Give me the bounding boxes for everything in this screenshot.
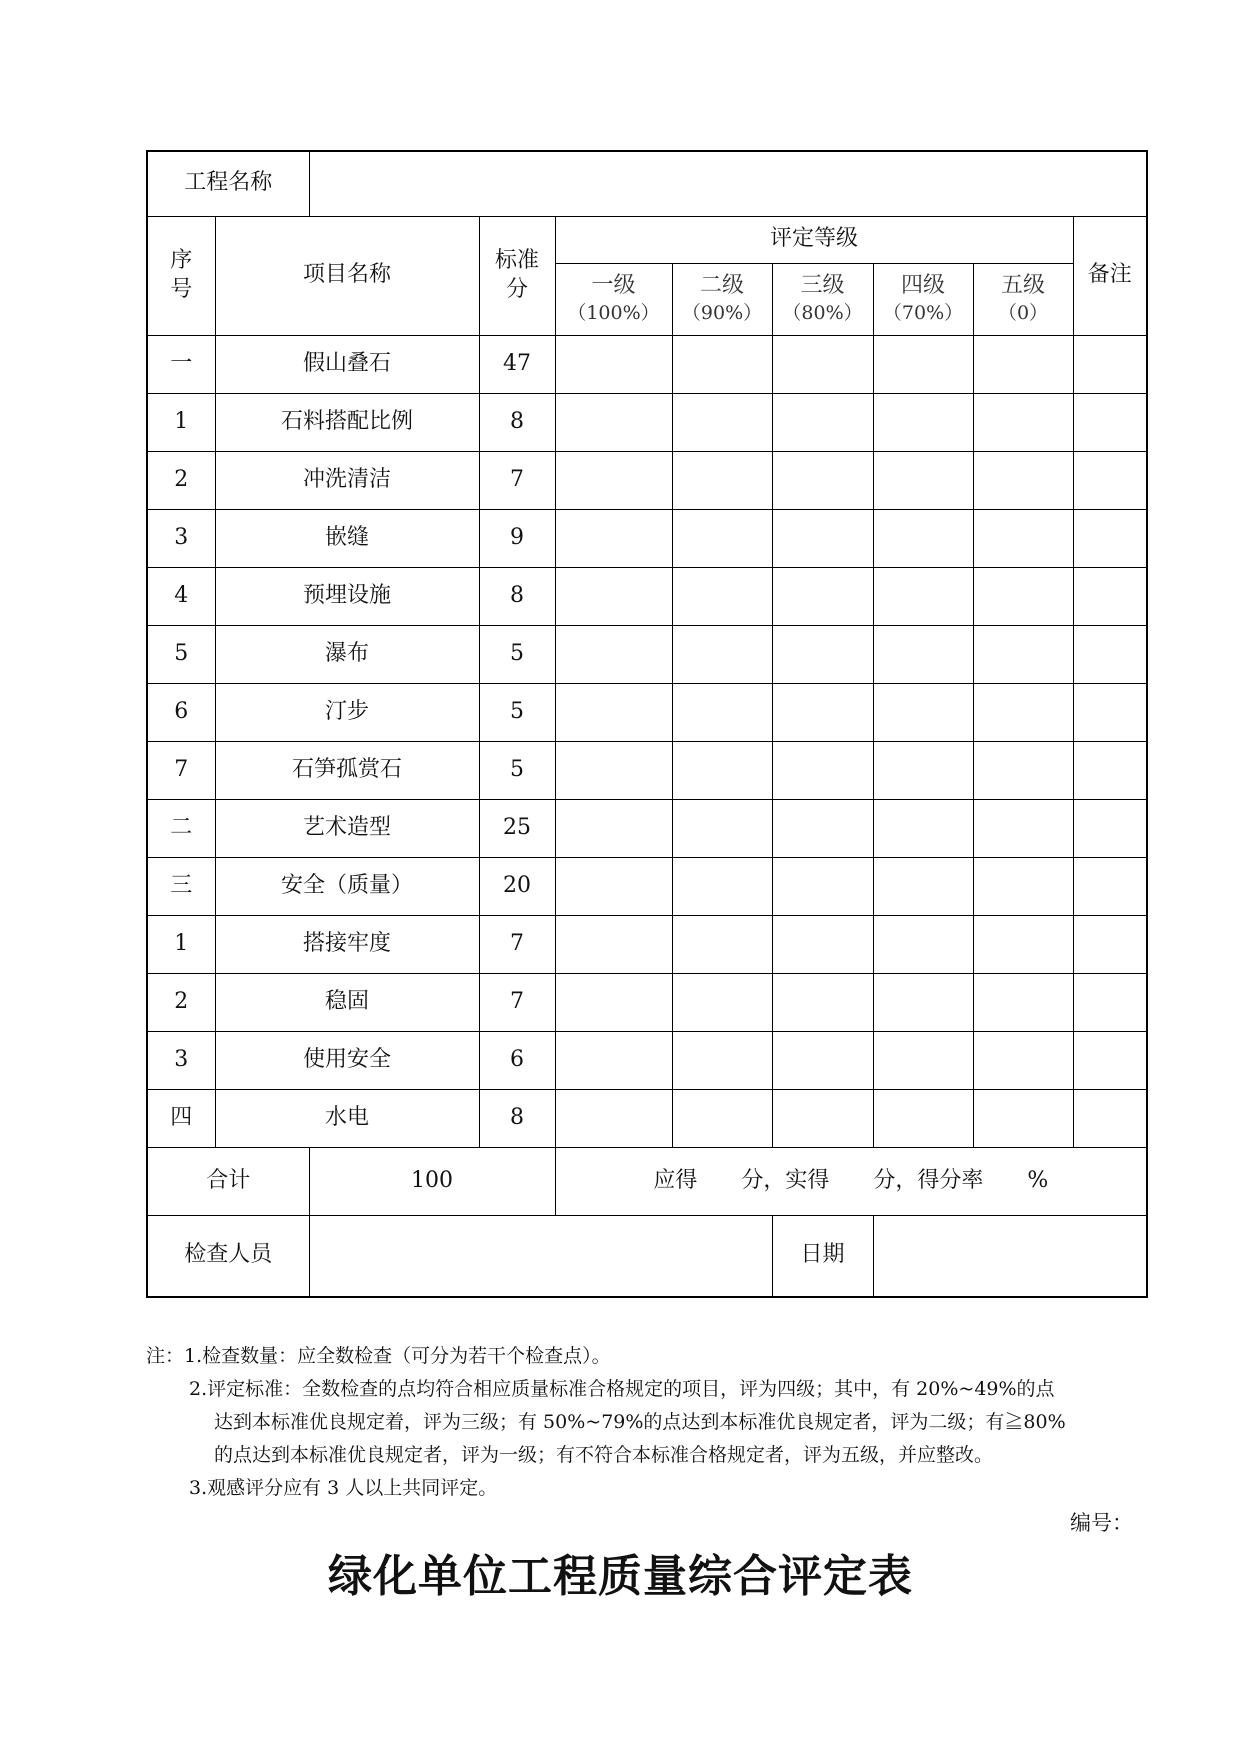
- row-remarks-cell[interactable]: [1073, 741, 1147, 799]
- table-row: [147, 1089, 1147, 1147]
- project-name-row: [147, 151, 1147, 216]
- row-remarks-cell[interactable]: [1073, 1089, 1147, 1147]
- row-item-name: 使用安全: [215, 1031, 479, 1089]
- row-item-name: 汀步: [215, 683, 479, 741]
- row-standard-score: 8: [479, 393, 555, 451]
- row-remarks-cell[interactable]: [1073, 683, 1147, 741]
- row-grade-2-cell[interactable]: [672, 857, 772, 915]
- row-seq: 一: [147, 335, 215, 393]
- row-grade-5-cell[interactable]: [973, 335, 1073, 393]
- row-standard-score: 5: [479, 741, 555, 799]
- row-grade-4-cell[interactable]: [873, 857, 973, 915]
- table-row: [147, 741, 1147, 799]
- table-row: [147, 509, 1147, 567]
- row-standard-score: 5: [479, 683, 555, 741]
- row-grade-1-cell[interactable]: [555, 1089, 672, 1147]
- header-grade-1: [555, 263, 672, 335]
- row-grade-3-cell[interactable]: [772, 1031, 873, 1089]
- row-grade-1-cell[interactable]: [555, 451, 672, 509]
- row-item-name: 嵌缝: [215, 509, 479, 567]
- row-item-name: 冲洗清洁: [215, 451, 479, 509]
- table-row: [147, 915, 1147, 973]
- header-grade-2: [672, 263, 772, 335]
- grade-percent: （0）: [997, 301, 1049, 324]
- row-grade-1-cell[interactable]: [555, 1031, 672, 1089]
- row-grade-1-cell[interactable]: [555, 335, 672, 393]
- row-grade-5-cell[interactable]: [973, 1089, 1073, 1147]
- row-grade-1-cell[interactable]: [555, 683, 672, 741]
- row-remarks-cell[interactable]: [1073, 625, 1147, 683]
- row-item-name: 稳固: [215, 973, 479, 1031]
- row-seq: 2: [147, 973, 215, 1031]
- row-grade-3-cell[interactable]: [772, 1089, 873, 1147]
- row-remarks-cell[interactable]: [1073, 857, 1147, 915]
- total-label: 合计: [147, 1147, 309, 1215]
- row-standard-score: 20: [479, 857, 555, 915]
- header-standard-score: 标准分: [479, 216, 555, 335]
- header-rating-level: 评定等级: [555, 216, 1073, 263]
- inspector-label: 检查人员: [147, 1215, 309, 1297]
- row-grade-2-cell[interactable]: [672, 915, 772, 973]
- row-grade-4-cell[interactable]: [873, 335, 973, 393]
- row-grade-2-cell[interactable]: [672, 973, 772, 1031]
- summary-text: 应得 分，实得 分，得分率 %: [555, 1147, 1147, 1215]
- row-grade-4-cell[interactable]: [873, 1089, 973, 1147]
- row-seq: 4: [147, 567, 215, 625]
- row-grade-2-cell[interactable]: [672, 567, 772, 625]
- table-row: [147, 973, 1147, 1031]
- row-grade-1-cell[interactable]: [555, 567, 672, 625]
- row-grade-2-cell[interactable]: [672, 625, 772, 683]
- row-grade-5-cell[interactable]: [973, 857, 1073, 915]
- row-grade-4-cell[interactable]: [873, 1031, 973, 1089]
- row-grade-2-cell[interactable]: [672, 1031, 772, 1089]
- serial-number-label: 编号：: [1070, 1511, 1133, 1535]
- grade-name: 四级: [901, 273, 946, 299]
- row-grade-5-cell[interactable]: [973, 509, 1073, 567]
- inspector-field[interactable]: [309, 1215, 772, 1297]
- note-line: 注：1.检查数量：应全数检查（可分为若干个检查点）。: [146, 1345, 611, 1367]
- row-standard-score: 8: [479, 567, 555, 625]
- row-item-name: 预埋设施: [215, 567, 479, 625]
- header-grade-3: [772, 263, 873, 335]
- row-remarks-cell[interactable]: [1073, 393, 1147, 451]
- total-row: [147, 1147, 1147, 1215]
- row-grade-4-cell[interactable]: [873, 393, 973, 451]
- row-grade-4-cell[interactable]: [873, 741, 973, 799]
- row-seq: 四: [147, 1089, 215, 1147]
- row-grade-3-cell[interactable]: [772, 509, 873, 567]
- row-grade-1-cell[interactable]: [555, 973, 672, 1031]
- row-grade-1-cell[interactable]: [555, 741, 672, 799]
- row-grade-3-cell[interactable]: [772, 451, 873, 509]
- row-standard-score: 7: [479, 451, 555, 509]
- row-grade-1-cell[interactable]: [555, 857, 672, 915]
- grade-name: 二级: [700, 273, 745, 299]
- row-grade-3-cell[interactable]: [772, 393, 873, 451]
- row-grade-2-cell[interactable]: [672, 509, 772, 567]
- note-line: 达到本标准优良规定着，评为三级；有 50%~79%的点达到本标准优良规定者，评为二级；有≧80%: [214, 1411, 1066, 1433]
- grade-name: 三级: [800, 273, 845, 299]
- note-line: 的点达到本标准优良规定者，评为一级；有不符合本标准合格规定者，评为五级，并应整改。: [214, 1444, 994, 1466]
- row-item-name: 假山叠石: [215, 335, 479, 393]
- row-grade-4-cell[interactable]: [873, 451, 973, 509]
- table-row: [147, 335, 1147, 393]
- row-grade-2-cell[interactable]: [672, 1089, 772, 1147]
- row-grade-3-cell[interactable]: [772, 799, 873, 857]
- row-standard-score: 7: [479, 915, 555, 973]
- row-grade-5-cell[interactable]: [973, 915, 1073, 973]
- row-grade-1-cell[interactable]: [555, 509, 672, 567]
- grade-name: 一级: [591, 273, 636, 299]
- table-row: [147, 1031, 1147, 1089]
- row-item-name: 石料搭配比例: [215, 393, 479, 451]
- row-seq: 3: [147, 1031, 215, 1089]
- data-rows: [147, 335, 1147, 1147]
- row-standard-score: 25: [479, 799, 555, 857]
- table-row: [147, 799, 1147, 857]
- row-item-name: 安全（质量）: [215, 857, 479, 915]
- row-grade-4-cell[interactable]: [873, 625, 973, 683]
- project-name-field[interactable]: [309, 151, 1147, 216]
- row-item-name: 搭接牢度: [215, 915, 479, 973]
- row-standard-score: 9: [479, 509, 555, 567]
- row-item-name: 瀑布: [215, 625, 479, 683]
- table-row: [147, 567, 1147, 625]
- header-grade-5: [973, 263, 1073, 335]
- project-name-label: 工程名称: [147, 151, 309, 216]
- row-grade-4-cell[interactable]: [873, 567, 973, 625]
- grade-percent: （100%）: [567, 301, 660, 324]
- grade-percent: （80%）: [782, 301, 863, 324]
- row-remarks-cell[interactable]: [1073, 1031, 1147, 1089]
- row-seq: 二: [147, 799, 215, 857]
- row-grade-5-cell[interactable]: [973, 973, 1073, 1031]
- row-item-name: 水电: [215, 1089, 479, 1147]
- row-grade-2-cell[interactable]: [672, 799, 772, 857]
- row-grade-1-cell[interactable]: [555, 799, 672, 857]
- row-grade-5-cell[interactable]: [973, 393, 1073, 451]
- row-grade-2-cell[interactable]: [672, 335, 772, 393]
- row-item-name: 艺术造型: [215, 799, 479, 857]
- row-grade-4-cell[interactable]: [873, 973, 973, 1031]
- row-standard-score: 6: [479, 1031, 555, 1089]
- row-grade-3-cell[interactable]: [772, 335, 873, 393]
- row-item-name: 石笋孤赏石: [215, 741, 479, 799]
- row-grade-5-cell[interactable]: [973, 683, 1073, 741]
- table-row: [147, 857, 1147, 915]
- grade-name: 五级: [1001, 273, 1046, 299]
- row-seq: 3: [147, 509, 215, 567]
- row-grade-5-cell[interactable]: [973, 625, 1073, 683]
- row-grade-4-cell[interactable]: [873, 509, 973, 567]
- note-line: 3.观感评分应有 3 人以上共同评定。: [189, 1477, 498, 1499]
- row-remarks-cell[interactable]: [1073, 799, 1147, 857]
- row-grade-5-cell[interactable]: [973, 567, 1073, 625]
- row-grade-2-cell[interactable]: [672, 393, 772, 451]
- row-grade-5-cell[interactable]: [973, 799, 1073, 857]
- grade-percent: （90%）: [681, 301, 763, 324]
- date-field[interactable]: [873, 1215, 1147, 1297]
- evaluation-table: [146, 150, 1148, 1298]
- row-grade-4-cell[interactable]: [873, 915, 973, 973]
- table-row: [147, 625, 1147, 683]
- row-grade-3-cell[interactable]: [772, 567, 873, 625]
- date-label: 日期: [772, 1215, 873, 1297]
- row-grade-3-cell[interactable]: [772, 857, 873, 915]
- row-grade-5-cell[interactable]: [973, 741, 1073, 799]
- row-standard-score: 47: [479, 335, 555, 393]
- row-seq: 1: [147, 915, 215, 973]
- row-remarks-cell[interactable]: [1073, 335, 1147, 393]
- row-grade-3-cell[interactable]: [772, 741, 873, 799]
- header-item-name: 项目名称: [215, 216, 479, 335]
- table-row: [147, 683, 1147, 741]
- row-grade-5-cell[interactable]: [973, 451, 1073, 509]
- row-grade-1-cell[interactable]: [555, 393, 672, 451]
- row-seq: 1: [147, 393, 215, 451]
- page-title: 绿化单位工程质量综合评定表: [328, 1551, 913, 1602]
- row-grade-2-cell[interactable]: [672, 741, 772, 799]
- table-row: [147, 393, 1147, 451]
- row-remarks-cell[interactable]: [1073, 973, 1147, 1031]
- header-grade-4: [873, 263, 973, 335]
- inspector-row: [147, 1215, 1147, 1297]
- row-grade-3-cell[interactable]: [772, 625, 873, 683]
- row-remarks-cell[interactable]: [1073, 451, 1147, 509]
- row-grade-5-cell[interactable]: [973, 1031, 1073, 1089]
- row-seq: 5: [147, 625, 215, 683]
- row-seq: 2: [147, 451, 215, 509]
- row-grade-3-cell[interactable]: [772, 683, 873, 741]
- row-grade-4-cell[interactable]: [873, 683, 973, 741]
- row-grade-2-cell[interactable]: [672, 683, 772, 741]
- note-line: 2.评定标准：全数检查的点均符合相应质量标准合格规定的项目，评为四级；其中，有 20%~49%的点: [189, 1378, 1055, 1400]
- grade-percent: （70%）: [882, 301, 964, 324]
- row-remarks-cell[interactable]: [1073, 915, 1147, 973]
- row-grade-3-cell[interactable]: [772, 915, 873, 973]
- row-standard-score: 8: [479, 1089, 555, 1147]
- total-value: 100: [309, 1147, 555, 1215]
- row-standard-score: 7: [479, 973, 555, 1031]
- row-grade-1-cell[interactable]: [555, 625, 672, 683]
- notes: [146, 1340, 1156, 1505]
- row-grade-2-cell[interactable]: [672, 451, 772, 509]
- header-row-1: [147, 216, 1147, 263]
- header-remarks: 备注: [1073, 216, 1147, 335]
- row-remarks-cell[interactable]: [1073, 509, 1147, 567]
- row-grade-3-cell[interactable]: [772, 973, 873, 1031]
- row-grade-4-cell[interactable]: [873, 799, 973, 857]
- row-seq: 三: [147, 857, 215, 915]
- table-row: [147, 451, 1147, 509]
- header-seq: 序号: [147, 216, 215, 335]
- row-seq: 7: [147, 741, 215, 799]
- row-remarks-cell[interactable]: [1073, 567, 1147, 625]
- row-seq: 6: [147, 683, 215, 741]
- row-grade-1-cell[interactable]: [555, 915, 672, 973]
- row-standard-score: 5: [479, 625, 555, 683]
